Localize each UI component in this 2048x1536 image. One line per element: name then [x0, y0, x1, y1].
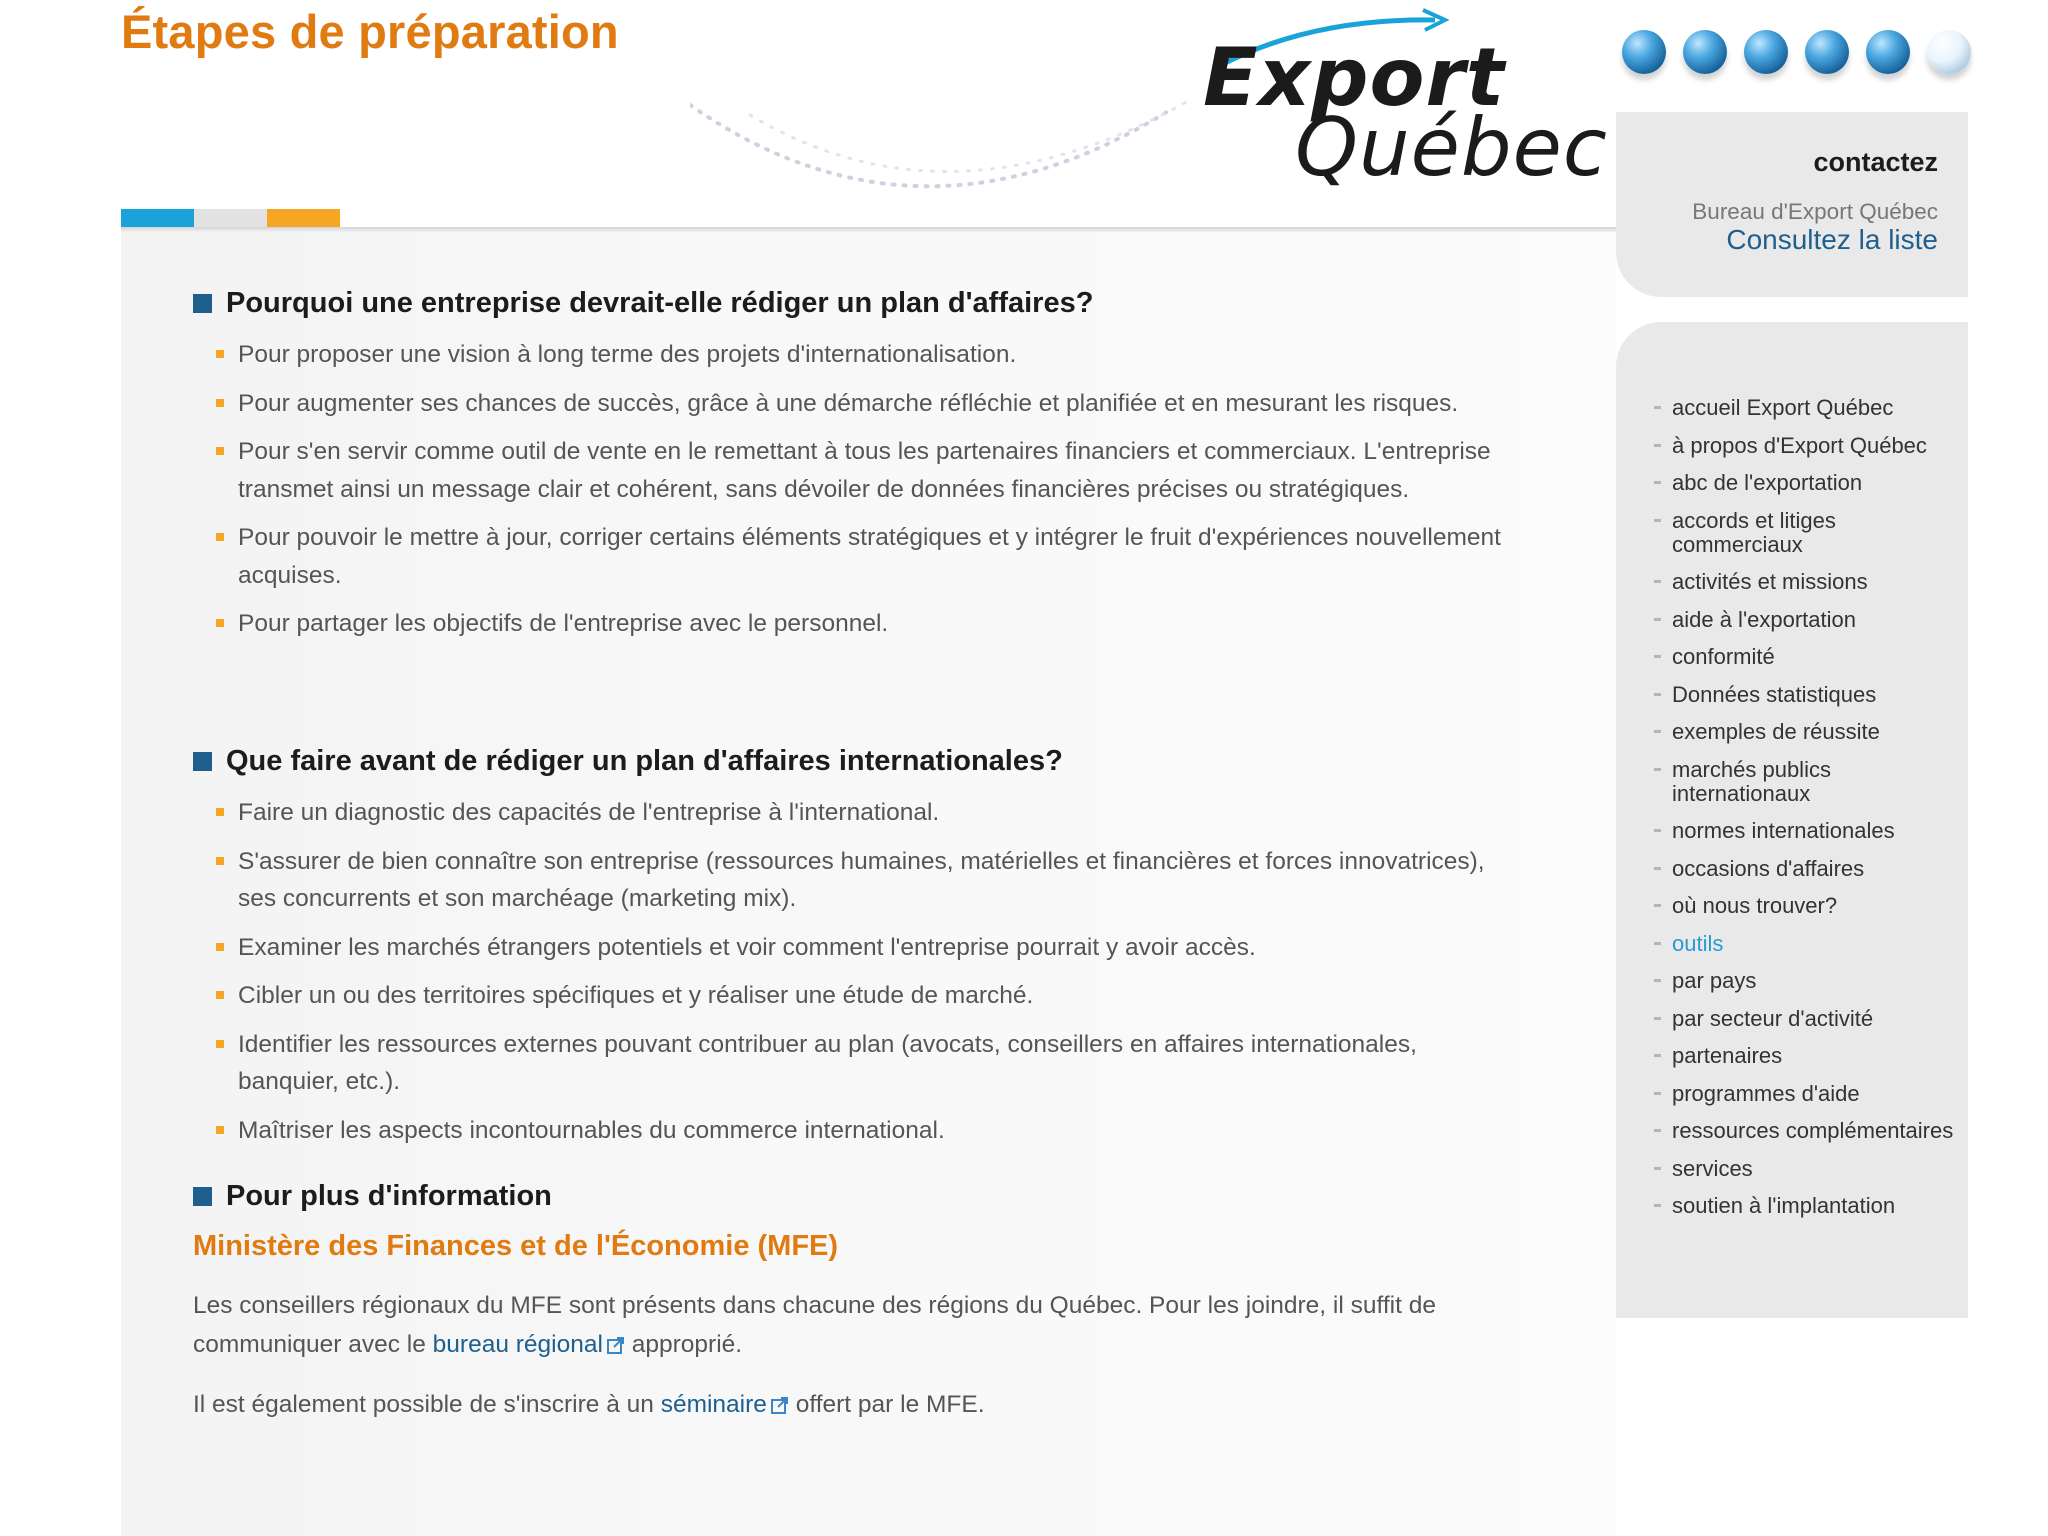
section-heading-before: Que faire avant de rédiger un plan d'affaires internationales? — [193, 745, 1063, 778]
nav-item-ressources[interactable]: ressources complémentaires — [1654, 1119, 1954, 1143]
bureau-regional-link[interactable]: bureau régional — [432, 1331, 603, 1358]
list-item: Examiner les marchés étrangers potentiels et voir comment l'entreprise pourrait y avoir accès. — [216, 929, 1506, 967]
logo-line-export: Export — [1203, 31, 1506, 124]
list-item: Pour partager les objectifs de l'entreprise avec le personnel. — [216, 605, 1506, 643]
list-item: Maîtriser les aspects incontournables du commerce international. — [216, 1112, 1506, 1150]
contact-office-label: Bureau d'Export Québec — [1692, 199, 1938, 224]
nav-item-ou-nous-trouver[interactable]: où nous trouver? — [1654, 894, 1954, 918]
nav-item-services[interactable]: services — [1654, 1157, 1954, 1181]
mfe-title: Ministère des Finances et de l'Économie (MFE) — [193, 1230, 839, 1262]
nav-item-conformite[interactable]: conformité — [1654, 645, 1954, 669]
side-navigation — [1616, 322, 1968, 1318]
info-paragraph-regional: Les conseillers régionaux du MFE sont présents dans chacune des régions du Québec. Pour les joindre, il suffit de communiquer avec le bureau régional approprié. — [193, 1292, 1436, 1358]
nav-item-activites[interactable]: activités et missions — [1654, 570, 1954, 594]
nav-item-abc[interactable]: abc de l'exportation — [1654, 471, 1954, 495]
globe-icons-row — [1622, 30, 1971, 74]
consultez-la-liste-link[interactable]: Consultez la liste — [1726, 224, 1938, 255]
external-link-icon[interactable] — [771, 1396, 789, 1414]
list-item: Faire un diagnostic des capacités de l'entreprise à l'international. — [216, 794, 1506, 832]
contact-title: contactez — [1813, 147, 1938, 177]
color-bar-grey — [194, 209, 267, 227]
nav-item-occasions[interactable]: occasions d'affaires — [1654, 857, 1954, 881]
nav-item-accueil[interactable]: accueil Export Québec — [1654, 396, 1954, 420]
export-quebec-logo[interactable] — [1195, 8, 1608, 198]
section-heading-why: Pourquoi une entreprise devrait-elle rédiger un plan d'affaires? — [193, 287, 1093, 320]
nav-item-programmes[interactable]: programmes d'aide — [1654, 1082, 1954, 1106]
list-item: Pour proposer une vision à long terme des projets d'internationalisation. — [216, 336, 1506, 374]
list-item: Pour pouvoir le mettre à jour, corriger certains éléments stratégiques et y intégrer le fruit d'expériences nouvellement acquises. — [216, 519, 1506, 594]
heading-square-icon — [193, 752, 212, 771]
external-link-icon[interactable] — [607, 1336, 625, 1354]
nav-item-accords[interactable]: accords et litiges commerciaux — [1654, 509, 1954, 557]
section-heading-more-info: Pour plus d'information — [193, 1180, 552, 1213]
nav-item-normes[interactable]: normes internationales — [1654, 819, 1954, 843]
nav-item-partenaires[interactable]: partenaires — [1654, 1044, 1954, 1068]
globe-icon[interactable] — [1866, 30, 1910, 74]
globe-icon[interactable] — [1622, 30, 1666, 74]
nav-item-a-propos[interactable]: à propos d'Export Québec — [1654, 434, 1954, 458]
list-item: Pour s'en servir comme outil de vente en le remettant à tous les partenaires financiers et commerciaux. L'entreprise transmet ainsi un message clair et cohérent, sans dévoiler de données financières précises ou stratégiques. — [216, 433, 1506, 508]
logo-line-quebec: Québec — [1295, 101, 1608, 194]
nav-list — [1654, 396, 1954, 1232]
list-before — [216, 794, 1506, 1160]
list-item: Cibler un ou des territoires spécifiques et y réaliser une étude de marché. — [216, 977, 1506, 1015]
globe-icon[interactable] — [1744, 30, 1788, 74]
nav-item-par-secteur[interactable]: par secteur d'activité — [1654, 1007, 1954, 1031]
nav-item-donnees[interactable]: Données statistiques — [1654, 683, 1954, 707]
seminaire-link[interactable]: séminaire — [660, 1391, 767, 1418]
globe-icon[interactable] — [1683, 30, 1727, 74]
list-item: Pour augmenter ses chances de succès, grâce à une démarche réfléchie et planifiée et en mesurant les risques. — [216, 385, 1506, 423]
color-bar-blue — [121, 209, 194, 227]
globe-icon[interactable] — [1927, 30, 1971, 74]
color-bar-orange — [267, 209, 340, 227]
nav-item-marches[interactable]: marchés publics internationaux — [1654, 758, 1954, 806]
nav-item-soutien[interactable]: soutien à l'implantation — [1654, 1194, 1954, 1218]
nav-item-aide[interactable]: aide à l'exportation — [1654, 608, 1954, 632]
heading-square-icon — [193, 1187, 212, 1206]
nav-item-outils[interactable]: outils — [1654, 932, 1954, 956]
contact-box — [1616, 112, 1968, 297]
list-item: S'assurer de bien connaître son entreprise (ressources humaines, matérielles et financières et forces innovatrices), ses concurrents et son marchéage (marketing mix). — [216, 843, 1506, 918]
heading-square-icon — [193, 294, 212, 313]
info-paragraph-seminar: Il est également possible de s'inscrire à un séminaire offert par le MFE. — [193, 1391, 985, 1418]
list-why — [216, 336, 1506, 654]
page-title: Étapes de préparation — [121, 5, 619, 58]
nav-item-par-pays[interactable]: par pays — [1654, 969, 1954, 993]
list-item: Identifier les ressources externes pouvant contribuer au plan (avocats, conseillers en affaires internationales, banquier, etc.). — [216, 1026, 1506, 1101]
header-divider — [121, 227, 1616, 232]
globe-icon[interactable] — [1805, 30, 1849, 74]
nav-item-exemples[interactable]: exemples de réussite — [1654, 720, 1954, 744]
decorative-dots-arc — [690, 95, 1210, 215]
